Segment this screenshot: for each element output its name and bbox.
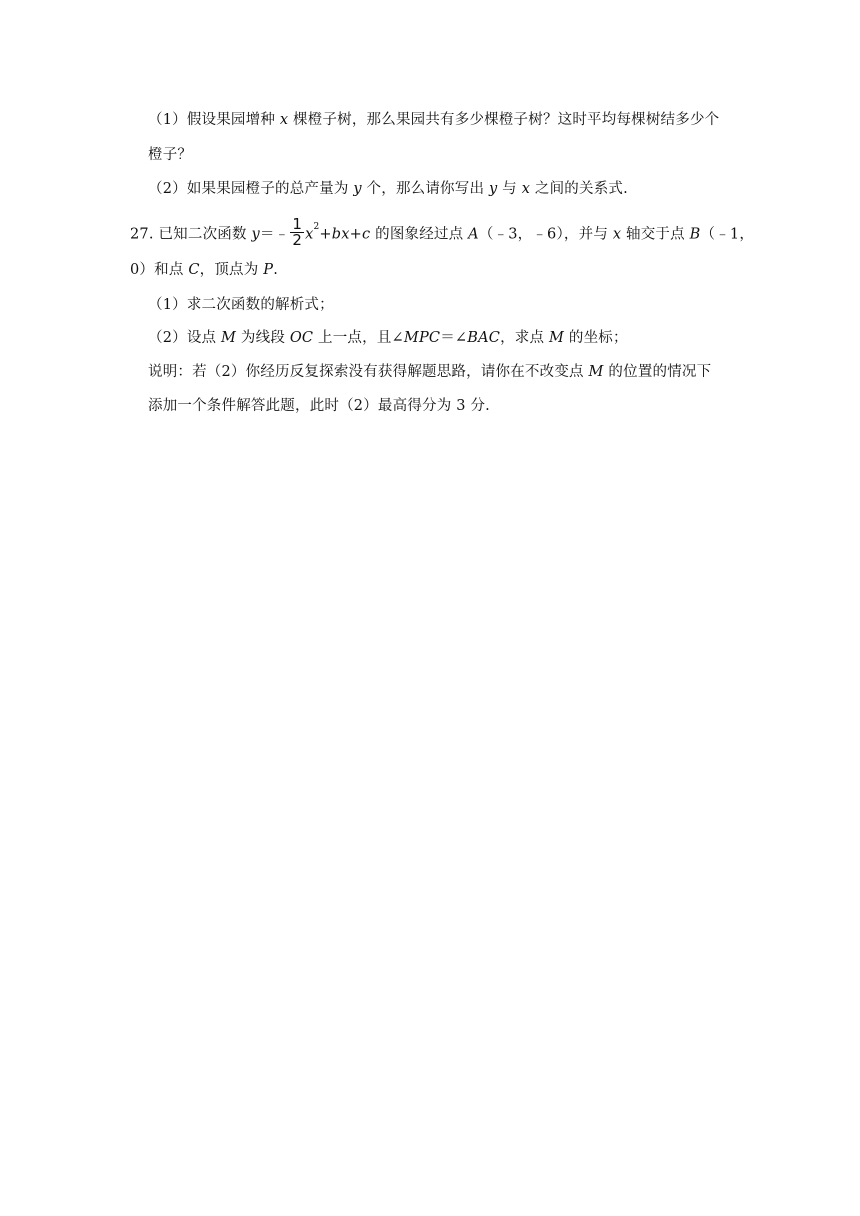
- q26-sub1-line2: 橙子？: [148, 147, 193, 163]
- q26-sub2-line: （2）如果果园橙子的总产量为 y 个，那么请你写出 y 与 x 之间的关系式.: [148, 181, 628, 197]
- q27-note-line1: 说明：若（2）你经历反复探索没有获得解题思路，请你在不改变点 M 的位置的情况下: [148, 364, 712, 380]
- q27-note-line2: 添加一个条件解答此题，此时（2）最高得分为 3 分.: [148, 398, 490, 414]
- q27-stem-line2: 0）和点 C，顶点为 P.: [130, 262, 279, 278]
- q27-sub2-line: （2）设点 M 为线段 OC 上一点，且∠MPC＝∠BAC，求点 M 的坐标；: [148, 330, 628, 346]
- fraction-one-half: $\frac{1}{2}$: [292, 215, 303, 249]
- q27-stem-line1: 27. 已知二次函数 y＝﹣ $\frac{1}{2}$ $x^2+bx+c$ 的图象经过点 A（﹣3，﹣6），并与 x 轴交于点 B（﹣1，: [130, 215, 755, 249]
- q27-sub1-line: （1）求二次函数的解析式；: [148, 297, 334, 313]
- q26-sub1-line1: （1）假设果园增种 x 棵橙子树，那么果园共有多少棵橙子树？这时平均每棵树结多少个: [148, 112, 720, 128]
- question-number: 27.: [130, 226, 154, 243]
